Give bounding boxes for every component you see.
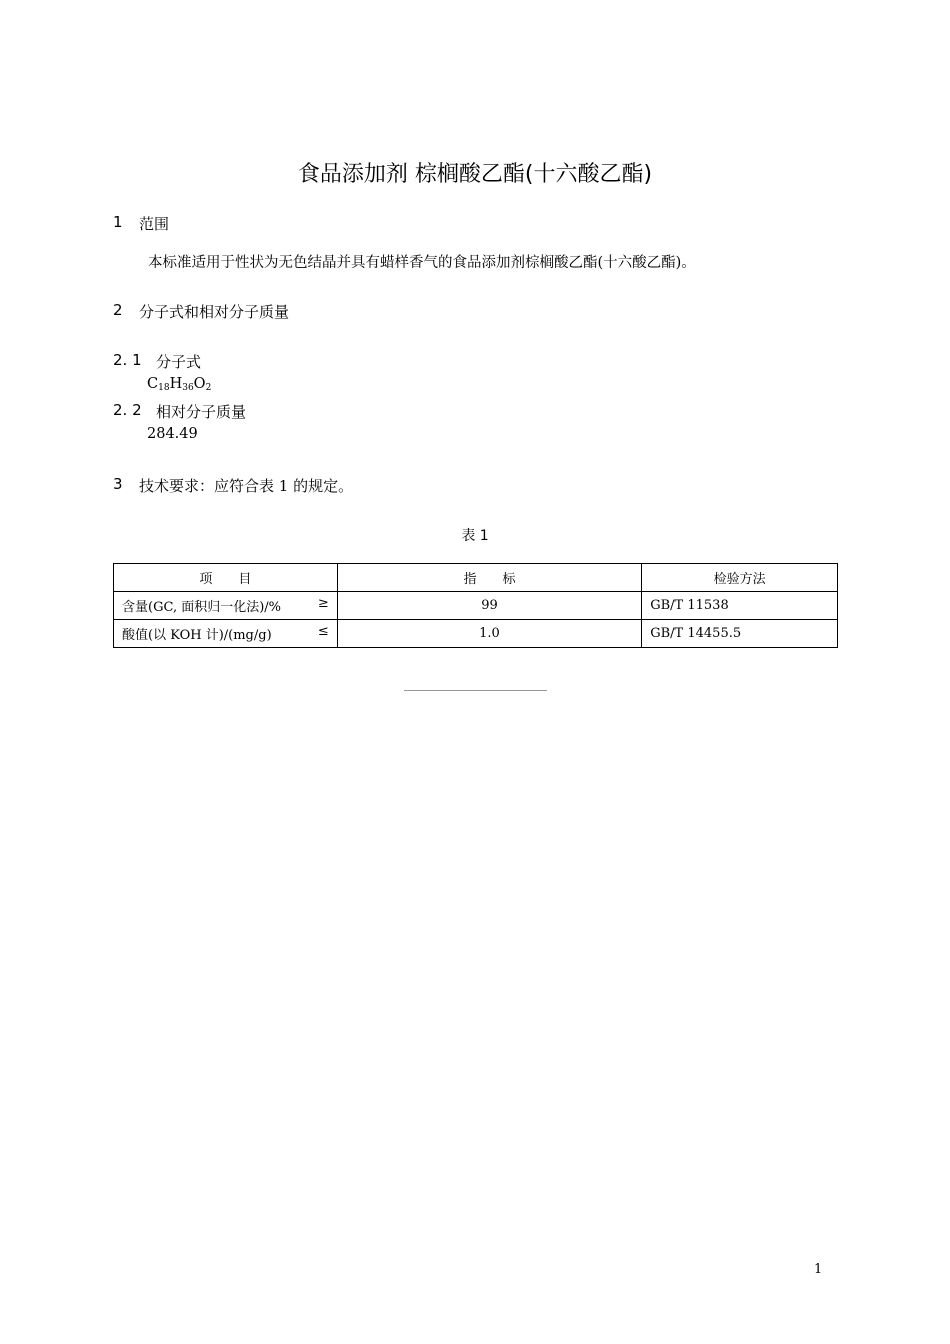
section-3-number: 3 xyxy=(113,475,123,493)
end-divider xyxy=(404,690,547,691)
table-cell-value: 1.0 xyxy=(337,620,642,648)
comparison-sign: ≤ xyxy=(317,624,329,639)
molecular-formula: $C_{18}H_{36}O_2$ xyxy=(147,376,212,393)
table-cell-item: 含量(GC, 面积归一化法)/% ≥ xyxy=(114,592,338,620)
section-2-number: 2 xyxy=(113,301,123,319)
table-row xyxy=(114,592,838,620)
section-2-2-number: 2. 2 xyxy=(113,401,142,419)
table-row xyxy=(114,620,838,648)
section-3-text: 应符合表 1 的规定。 xyxy=(214,477,354,495)
table-cell-method: GB/T 11538 xyxy=(642,592,838,620)
section-1-number: 1 xyxy=(113,213,123,231)
table-header-row xyxy=(114,564,838,592)
section-2-2-heading: 相对分子质量 xyxy=(156,403,247,421)
table-header-method: 检验方法 xyxy=(642,564,838,592)
molecular-mass-value: 284.49 xyxy=(147,426,198,442)
table-header-index: 指 标 xyxy=(337,564,642,592)
table-cell-value: 99 xyxy=(337,592,642,620)
requirements-table xyxy=(113,563,838,648)
section-2-heading: 分子式和相对分子质量 xyxy=(139,303,290,321)
section-2-1-number: 2. 1 xyxy=(113,351,142,369)
section-3-line xyxy=(139,475,353,496)
section-1-heading: 范围 xyxy=(139,215,170,233)
table-cell-item: 酸值(以 KOH 计)/(mg/g) ≤ xyxy=(114,620,338,648)
comparison-sign: ≥ xyxy=(317,596,329,611)
table-caption: 表 1 xyxy=(461,528,489,544)
document-title: 食品添加剂 棕榈酸乙酯(十六酸乙酯) xyxy=(297,162,653,187)
page-number: 1 xyxy=(814,1262,823,1277)
section-1-text: 本标准适用于性状为无色结晶并具有蜡样香气的食品添加剂棕榈酸乙酯(十六酸乙酯)。 xyxy=(148,255,696,271)
section-2-1-heading: 分子式 xyxy=(156,353,202,371)
table-header-item: 项 目 xyxy=(114,564,338,592)
section-3-heading: 技术要求： xyxy=(139,477,215,495)
table-cell-method: GB/T 14455.5 xyxy=(642,620,838,648)
